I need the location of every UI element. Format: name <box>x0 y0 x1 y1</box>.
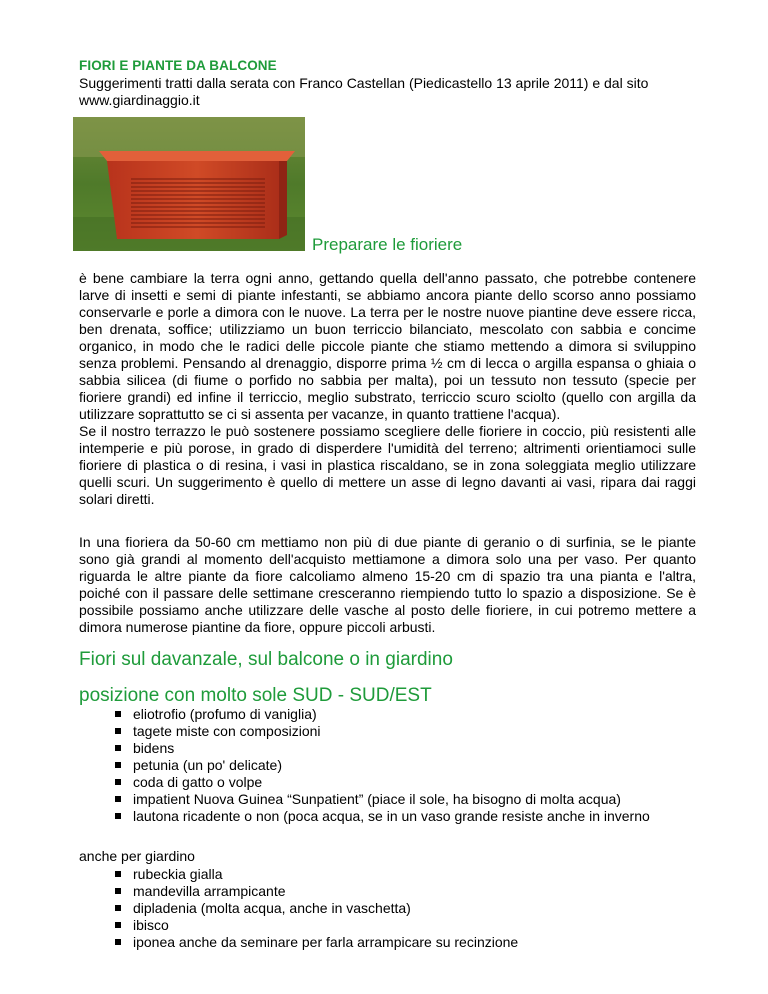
garden-plants-list <box>115 866 518 951</box>
list-item: eliotrofio (profumo di vaniglia) <box>115 706 650 723</box>
list-item: ibisco <box>115 917 518 934</box>
paragraph-spacing: In una fioriera da 50-60 cm mettiamo non più di due piante di geranio o di surfinia, se le piante sono già grandi al momento dell'acquisto mettiamone a dimora solo una per vaso. Per quanto riguarda le altre piante da fiore calcoliamo almeno 15-20 cm di spazio tra una pianta e l'altra, poiché con il passare delle settimane cresceranno riempiendo tutto lo spazio a disposizione. Se è possibile possiamo anche utilizzare delle vasche al posto delle fioriere, in cui potremo mettere a dimora numerose piantine da fiore, oppure piccoli arbusti. <box>79 534 696 635</box>
section-title: Fiori sul davanzale, sul balcone o in giardino <box>79 649 453 670</box>
image-heading: Preparare le fioriere <box>312 235 463 254</box>
list-item: iponea anche da seminare per farla arrampicare su recinzione <box>115 934 518 951</box>
planter-photo <box>73 117 305 251</box>
paragraph-planters: Se il nostro terrazzo le può sostenere possiamo scegliere delle fioriere in coccio, più resistenti alle intemperie e più porose, in grado di disperdere l'umidità del terreno; altrimenti orientiamoci sulle fioriere di plastica o di resina, i vasi in plastica riscaldano, se in zona soleggiata meglio utilizzare quelli scuri. Un suggerimento è quello di mettere un asse di legno davanti ai vasi, ripara dai raggi solari diretti. <box>79 423 696 507</box>
list-item: impatient Nuova Guinea “Sunpatient” (piace il sole, ha bisogno di molta acqua) <box>115 791 650 808</box>
document-title: FIORI E PIANTE DA BALCONE <box>79 58 277 73</box>
paragraph-soil: è bene cambiare la terra ogni anno, gettando quella dell'anno passato, che potrebbe contenere larve di insetti e semi di piante infestanti, se abbiamo ancora piante dello scorso anno possiamo conservarle e porle a dimora con le nuove. La terra per le nostre nuove piantine deve essere ricca, ben drenata, soffice; utilizziamo un buon terriccio bilanciato, mescolato con sabbia e concime organico, in modo che le radici delle piccole piante che stiamo mettendo a dimora si sviluppino senza problemi. Pensando al drenaggio, disporre prima ½ cm di lecca o argilla espansa o ghiaia o sabbia silicea (di fiume o porfido no sabbia per malta), poi un tessuto non tessuto (specie per fioriere grandi) ed infine il terriccio, meglio substrato, terriccio scuro sciolto (quello con argilla da utilizzare soprattutto se ci si assenta per vacanze, in quanto trattiene l'acqua). <box>79 270 696 422</box>
list-item: lautona ricadente o non (poca acqua, se in un vaso grande resiste anche in inverno <box>115 808 650 825</box>
subsection-title: posizione con molto sole SUD - SUD/EST <box>79 685 432 706</box>
list-item: rubeckia gialla <box>115 866 518 883</box>
list-item: tagete miste con composizioni <box>115 723 650 740</box>
list-item: dipladenia (molta acqua, anche in vaschetta) <box>115 900 518 917</box>
list-item: bidens <box>115 740 650 757</box>
paragraph-preparation <box>79 270 696 508</box>
sun-plants-list <box>115 706 650 825</box>
list-item: mandevilla arrampicante <box>115 883 518 900</box>
list-item: coda di gatto o volpe <box>115 774 650 791</box>
list-item: petunia (un po' delicate) <box>115 757 650 774</box>
garden-label: anche per giardino <box>79 848 195 864</box>
document-subtitle: Suggerimenti tratti dalla serata con Franco Castellan (Piedicastello 13 aprile 2011) e dal sito www.giardinaggio.it <box>79 75 649 108</box>
